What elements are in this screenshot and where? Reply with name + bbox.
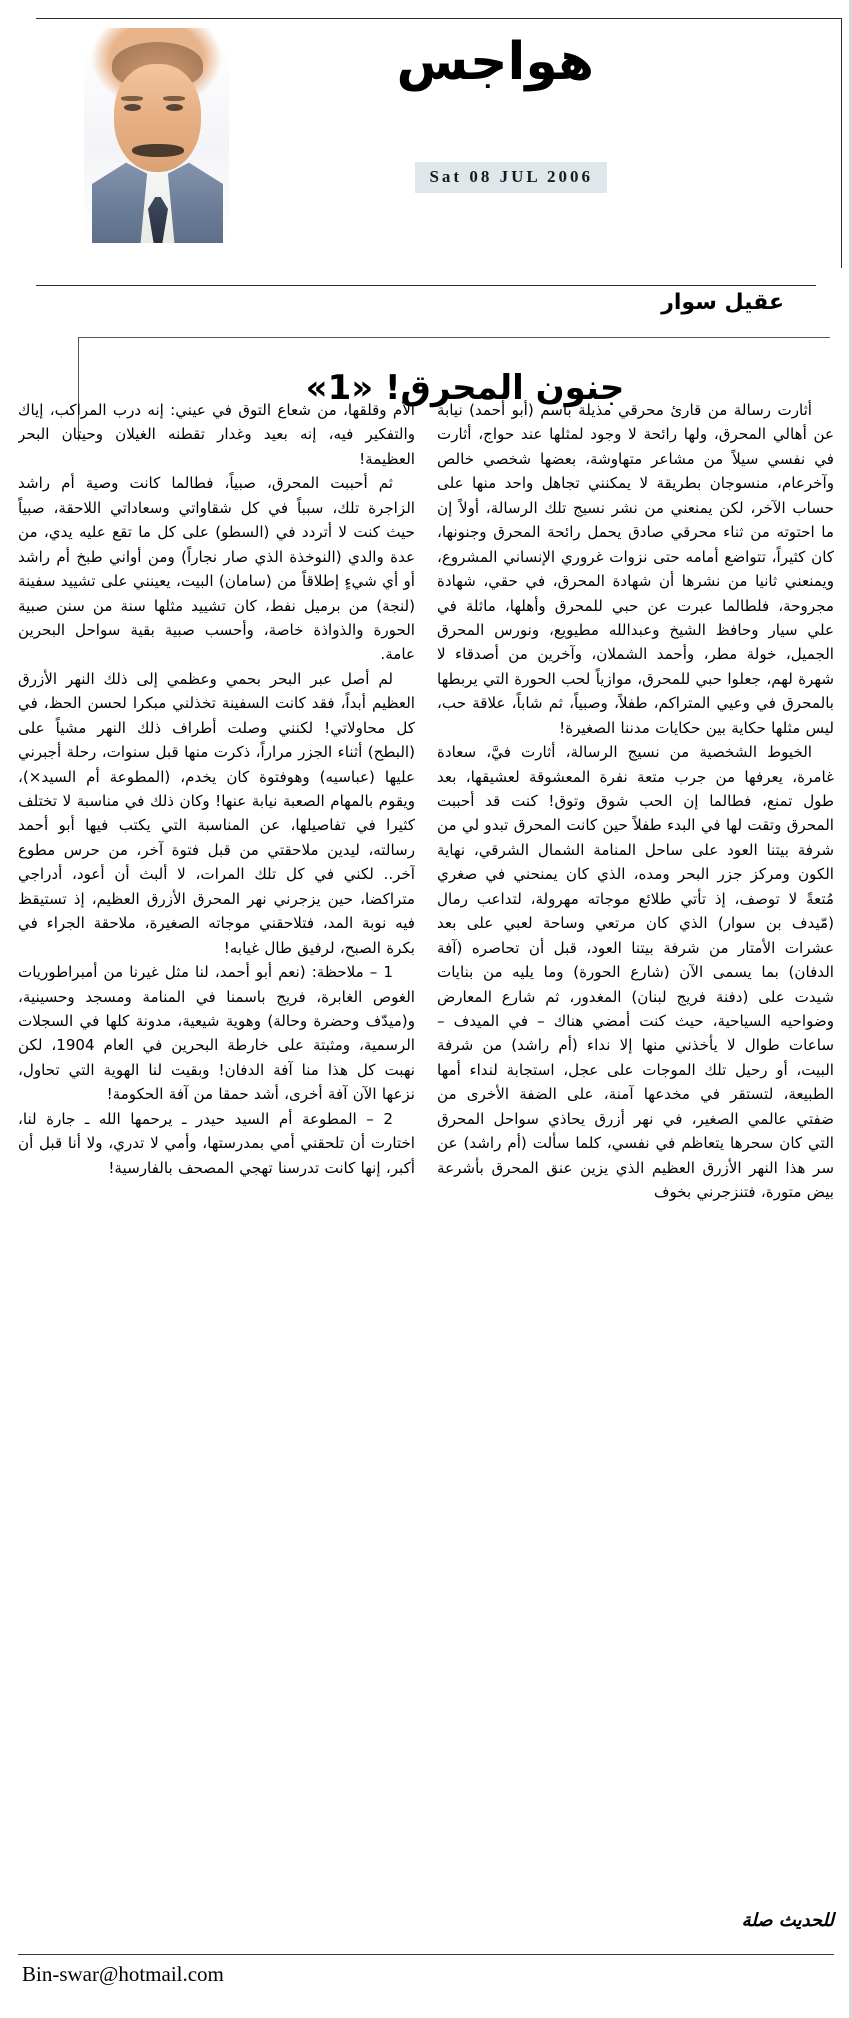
paragraph: أثارت رسالة من قارئ محرقي مذيلة باسم (أبو أحمد) نيابة عن أهالي المحرق، ولها رائحة لا وجود لمثلها عند حواج، أثارت في نفسي سيلاً من مشاعر متهاوشة، بعضها شخصي خالص وآخرعام، منسوجان بطريقة لا يمكنني تجاهل واحد منها على حساب الآخر، لكن يمنعني من نشر نسيج تلك الرسالة، أولاً إن ما احتوته من ثناء محرقي صادق يحمل رائحة المحرق وجنونها، كان كثيراً، تتواضع أمامه حتى نزوات غروري الإنساني المشروع، ويمنعني ثانيا من نشرها أن شهادة المحرق، في حقي، شهادة مجروحة، فلطالما عبرت عن حبي للمحرق وأهلها، ماثلة في علي سيار وحافظ الشيخ وعبدالله مطيويع، ونورس المحرق الجميل، خولة مطر، وأحمد الشملان، وآخرين من أصدقاء لا شهرة لهم، جعلوا حبي للمحرق، موازياً لحب الحورة التي يربطها بالمحرق في وعيي المتراكم، طفلاً، وصبياً، ثم شاباً، علاقة حب، ليس مثلها حكاية بين حكايات مدننا الصغيرة!	[437, 401, 834, 737]
to-be-continued-note: للحديث صلة	[741, 1910, 834, 1931]
author-portrait-photo	[84, 28, 229, 243]
article-headline: جنون المحرق! «1»	[305, 367, 625, 408]
portrait-brow-left	[121, 96, 143, 101]
portrait-brow-right	[163, 96, 185, 101]
paragraph: ثم أحببت المحرق، صبياً، فطالما كانت وصية أم راشد الزاجرة تلك، سبباً في كل شقاواتي وسعاداتي اللاحقة، صبياً حيث كنت لا أتردد في (السطو) على كل ما تقع عليه يدي، من عدة والدي (النوخذة الذي صار نجاراً) ومن أواني طبخ أم راشد أو أي شيءٍ إطلاقاً من (سامان) البيت، يعينني على تشييد سفينة (لنجة) من برميل نفط، كان تشييد مثلها سنة من سنن صبية الحورة والذواذة خاصة، وأحسب صبية بقية سواحل البحرين عامة.	[18, 474, 415, 664]
paragraph: لم أصل عبر البحر بحمي وعظمي إلى ذلك النهر الأزرق العظيم أبداً، فقد كانت السفينة تخذلني مبكرا لحسن الحظ، في كل محاولاتي! لكنني وصلت أطراف ذلك النهر مشياً على (البطح) أثناء الجزر مراراً، ذكرت منها قبل سنوات، رحلة أجبرني عليها (عباسيه) وهوفتوة كان يخدم، (المطوعة أم السيد×)، ويقوم بالمهام الصعبة نيابة عنها! وكان ذلك في مناسبة لا تختلف كثيرا في تفاصيلها، عن المناسبة التي يكتب فيها أبو أحمد رسالته، ليدين ملاحقتي من قبل فتوة آخر، من حرس مطوع آخر.. لكني في كل تلك المرات، لا ألبث أن أعود، أدراجي متراكضا، حين يزجرني نهر المحرق الأزرق العظيم، إذ تستيقظ فيه نوبة المد، فتلاحقني موجاته الصغيرة، ملاحقة الجراء في بكرة الصبح، لرفيق طال غيابه!	[18, 669, 415, 957]
paragraph: الخيوط الشخصية من نسيج الرسالة، أثارت فيَّ، سعادة غامرة، يعرفها من جرب متعة نفرة المعشوقة لعشيقها، بعد طول تمنع، فطالما إن الحب شوق وتوق! كنت قد أحببت المحرق وتقت لها في البدء طفلاً حين كانت المحرق تبدو لي من شرفة بيتنا العود على ساحل المنامة الشمال الشرقي، نهاية الكون ومركز جزر البحر ومده، الذي كان يمنحني في صغري مُتعةً لا توصف، إذ تأتي طلائع موجاته مهرولة، لتداعب رمال (مّيدف بن سوار) الذي كان مرتعي وساحة لعبي على بعد عشرات الأمتار من شرفة بيتنا العود، قبل أن تحاصره (آفة الدفان) بما يسمى الآن (شارع الحورة) وما يليه من بنايات شيدت على (دفنة فريج لبنان) المغدور، ثم شارع المعارض وضواحيه السياحية، حيث كنت أمضي هناك – في الميدف – ساعات طوال لا يأخذني منها إلا نداء (أم راشد) من شرفة البيت، أو رحيل تلك الموجات على عجل، استجابة لنداء أمها الطبيعة، لتستقر في مخدعها آمنة، على الضفة الأخرى من ضفتي عالمي الصغير، في نهر أزرق يحاذي سواحل المحرق التي كان سحرها يتعاظم في نفسي، كلما سألت (أم راشد) عن سر هذا النهر الأزرق العظيم الذي يزين عنق المحرق بأشرعة بيض متورة، فتنزجرني بخوف	[437, 743, 834, 1201]
portrait-eye-left	[124, 104, 141, 111]
footnote-1: 1 – ملاحظة: (نعم أبو أحمد، لنا مثل غيرنا من أمبراطوريات الغوص الغابرة، فريج باسمنا في المنامة ومسجد وحسينية، و(ميدّف وحضرة وحالة) وهوية شيعية، مدونة كلها في السجلات الرسمية، ومثبتة على خارطة البحرين في العام 1904، لكن نهبت كل هذا منا آفة الدفان! وبقيت لنا الهوية التي تحاول، نزعها الآن آفة أخرى، أشد حمقا من آفة الحكومة!	[18, 963, 415, 1104]
publication-date-badge: Sat 08 JUL 2006	[415, 162, 607, 193]
author-byline: عقيل سوار	[661, 290, 784, 315]
headline-top-rule	[78, 337, 830, 338]
article-column-left	[18, 398, 415, 1868]
column-logo-title: هواجس	[396, 32, 594, 92]
portrait-eye-right	[166, 104, 183, 111]
page-left-edge-rule	[0, 0, 1, 2018]
author-email[interactable]: Bin-swar@hotmail.com	[22, 1962, 224, 1986]
article-body	[18, 398, 834, 1868]
byline-divider	[36, 285, 816, 286]
masthead	[8, 10, 844, 270]
article-column-right	[437, 398, 834, 1868]
portrait-moustache	[132, 144, 184, 157]
footnote-2: 2 – المطوعة أم السيد حيدر ـ يرحمها الله ـ جارة لنا، اختارت أن تلحقني أمي بمدرستها، وأمي لا تدري، ولا أنا قبل أن أكبر، إنها كانت تدرسنا تهجي المصحف بالفارسية!	[18, 1109, 415, 1177]
paragraph: الأم وقلقها، من شعاع التوق في عيني: إنه درب المراكب، إياك والتفكير فيه، إنه بعيد وغدار تقطنه الغيلان وحيتان البحر العظيمة!	[18, 401, 415, 468]
footer-divider	[18, 1954, 834, 1955]
